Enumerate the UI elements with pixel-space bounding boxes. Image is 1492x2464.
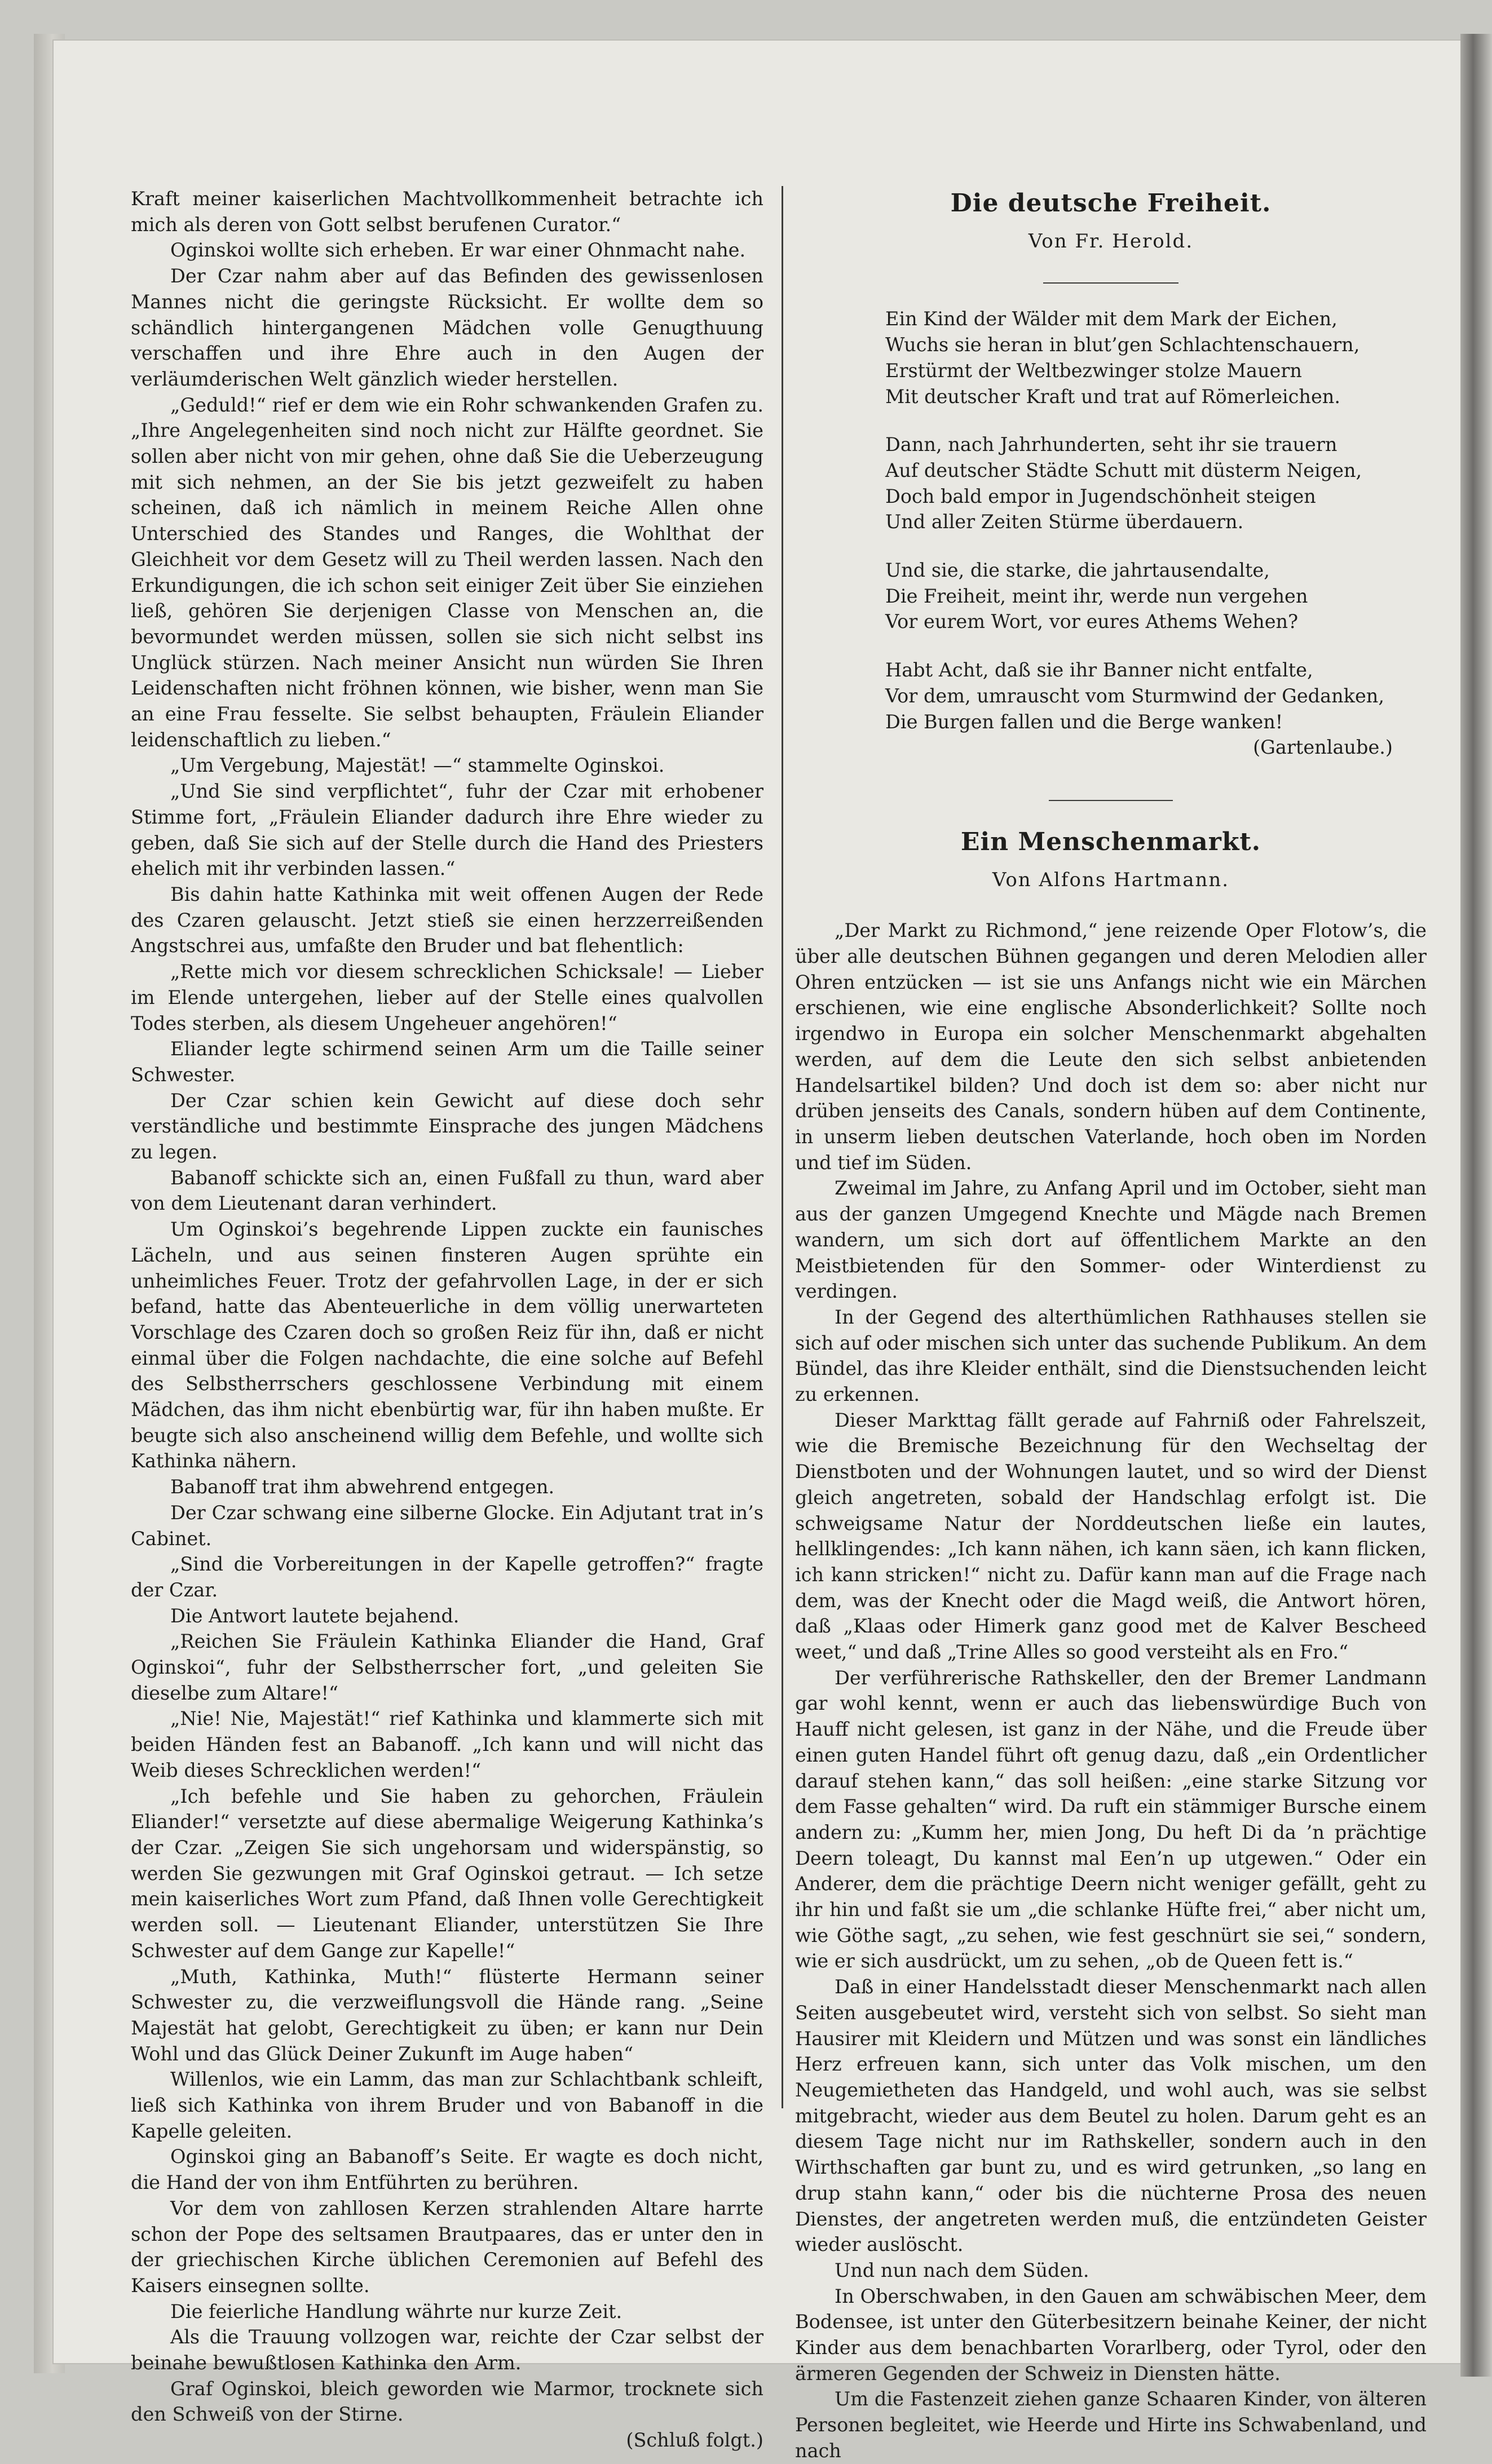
paragraph: „Rette mich vor diesem schrecklichen Schicksale! — Lieber im Elende untergehen, lieber auf der Stelle eines qualvollen Todes sterben, als diesem Ungeheuer angehören!“	[131, 961, 763, 1034]
paragraph: Bis dahin hatte Kathinka mit weit offenen Augen der Rede des Czaren gelauscht. Jetzt stieß sie einen herzzerreißenden Angstschrei aus, umfaßte den Bruder und bat flehentlich:	[131, 883, 763, 957]
paragraph: Um die Fastenzeit ziehen ganze Schaaren Kinder, von älteren Personen begleitet, wie Heerde und Hirte ins Schwabenland, und nach	[795, 2388, 1427, 2462]
page-edge	[1460, 34, 1492, 2377]
left-column	[131, 186, 763, 2453]
poem-stanza	[885, 657, 1427, 735]
continued-note: (Schluß folgt.)	[626, 2429, 763, 2452]
paragraph: „Nie! Nie, Majestät!“ rief Kathinka und klammerte sich mit beiden Händen fest an Babanoff. „Ich kann und will nicht das Weib dieses Schrecklichen werden!“	[131, 1707, 763, 1781]
right-column	[795, 186, 1427, 2464]
paragraph: „Sind die Vorbereitungen in der Kapelle getroffen?“ fragte der Czar.	[131, 1553, 763, 1601]
poem-line: Und sie, die starke, die jahrtausendalte,	[885, 559, 1270, 582]
paragraph: Eliander legte schirmend seinen Arm um die Taille seiner Schwester.	[131, 1038, 763, 1086]
paragraph: Kraft meiner kaiserlichen Machtvollkommenheit betrachte ich mich als deren von Gott selbst berufenen Curator.“	[131, 188, 763, 236]
paragraph: Oginskoi wollte sich erheben. Er war einer Ohnmacht nahe.	[170, 239, 746, 262]
paragraph: „Der Markt zu Richmond,“ jene reizende Oper Flotow’s, die über alle deutschen Bühnen gegangen und deren Melodien aller Ohren entzücken — ist sie uns Anfangs nicht wie ein Märchen erschienen, wie eine englische Absonderlichkeit? Sollte noch irgendwo in Europa ein solcher Menschenmarkt abgehalten werden, auf dem die Leute den sich selbst anbietenden Handelsartikel bilden? Und doch ist dem so: aber nicht nur drüben jenseits des Canals, sondern hüben auf dem Continente, in unserm lieben deutschen Vaterlande, hoch oben im Norden und tief im Süden.	[795, 919, 1427, 1174]
poem-line: Die Freiheit, meint ihr, werde nun vergehen	[885, 585, 1308, 607]
poem-stanza	[885, 306, 1427, 409]
poem-line: Vor dem, umrauscht vom Sturmwind der Gedanken,	[885, 684, 1385, 707]
paragraph: Die Antwort lautete bejahend.	[170, 1604, 460, 1627]
paragraph: Um Oginskoi’s begehrende Lippen zuckte ein faunisches Lächeln, und aus seinen finsteren Augen sprühte ein unheimliches Feuer. Trotz der gefahrvollen Lage, in der er sich befand, hatte das Abenteuerliche in dem völlig unerwarteten Vorschlage des Czaren doch so großen Reiz für ihn, daß er nicht einmal über die Folgen nachdachte, die eine solche auf Befehl des Selbstherrschers geschlossene Verbindung mit einem Mädchen, das ihm nicht ebenbürtig war, für ihn haben mußte. Er beugte sich also anscheinend willig dem Befehle, und wollte sich Kathinka nähern.	[131, 1218, 763, 1472]
paragraph: „Geduld!“ rief er dem wie ein Rohr schwankenden Grafen zu. „Ihre Angelegenheiten sind noch nicht zur Hälfte geordnet. Sie sollen aber nicht von mir gehen, ohne daß Sie die Ueberzeugung mit sich nehmen, an der Sie bis jetzt gezweifelt zu haben scheinen, daß ich nämlich in meinem Reiche Allen ohne Unterschied des Standes und Ranges, die Wohlthat der Gleichheit vor dem Gesetz will zu Theil werden lassen. Nach den Erkundigungen, die ich schon seit einiger Zeit über Sie einziehen ließ, gehören Sie derjenigen Classe von Menschen an, die bevormundet werden müssen, sollen sie sich nicht selbst ins Unglück stürzen. Nach meiner Ansicht nun würden Sie Ihren Leidenschaften nicht fröhnen können, wie bisher, wenn man Sie an eine Frau fesselte. Sie selbst behaupten, Fräulein Eliander leidenschaftlich zu lieben.“	[131, 393, 763, 751]
poem-title: Die deutsche Freiheit.	[950, 189, 1272, 218]
paragraph: Der Czar nahm aber auf das Befinden des gewissenlosen Mannes nicht die geringste Rücksicht. Er wollte dem so schändlich hintergangenen Mädchen volle Genugthuung verschaffen und ihre Ehre auch in den Augen der verläumderischen Welt gänzlich wieder herstellen.	[131, 265, 763, 390]
poem-line: Doch bald empor in Jugendschönheit steigen	[885, 485, 1316, 507]
paragraph: Daß in einer Handelsstadt dieser Menschenmarkt nach allen Seiten ausgebeutet wird, versteht sich von selbst. So sieht man Hausirer mit Kleidern und Mützen und was sonst ein ländliches Herz erfreuen kann, sich unter das Volk mischen, um den Neugemietheten das Handgeld, und wohl auch, was sie selbst mitgebracht, wieder aus dem Beutel zu holen. Darum geht es an diesem Tage nicht nur im Rathskeller, sondern auch in den Wirthschaften gar bunt zu, und es wird getrunken, „so lang en drup stahn kann,“ oder bis die nüchterne Prosa des neuen Dienstes, der angetreten werden muß, die entzündeten Geister wieder auslöscht.	[795, 1976, 1427, 2256]
poem-source: (Gartenlaube.)	[1253, 736, 1393, 759]
poem-stanza	[885, 432, 1427, 535]
paragraph: Vor dem von zahllosen Kerzen strahlenden Altare harrte schon der Pope des seltsamen Brautpaares, das er unter den in der griechischen Kirche üblichen Ceremonien auf Befehl des Kaisers einsegnen sollte.	[131, 2197, 763, 2297]
poem-line: Auf deutscher Städte Schutt mit düsterm Neigen,	[885, 459, 1362, 481]
paragraph: Graf Oginskoi, bleich geworden wie Marmor, trocknete sich den Schweiß von der Stirne.	[131, 2377, 763, 2426]
poem-author: Von Fr. Herold.	[1028, 229, 1194, 253]
paragraph: „Und Sie sind verpflichtet“, fuhr der Czar mit erhobener Stimme fort, „Fräulein Eliander dadurch ihre Ehre wieder zu geben, daß Sie sich auf der Stelle durch die Hand des Priesters ehelich mit ihr verbinden lassen.“	[131, 780, 763, 880]
paragraph: In Oberschwaben, in den Gauen am schwäbischen Meer, dem Bodensee, ist unter den Güterbesitzern beinahe Keiner, der nicht Kinder aus dem benachbarten Vorarlberg, oder Tyrol, oder den ärmeren Gegenden der Schweiz in Diensten hätte.	[795, 2285, 1427, 2385]
poem-stanza	[885, 558, 1427, 635]
poem-line: Und aller Zeiten Stürme überdauern.	[885, 511, 1244, 533]
paragraph: Und nun nach dem Süden.	[835, 2259, 1089, 2281]
paragraph: „Um Vergebung, Majestät! —“ stammelte Oginskoi.	[170, 754, 665, 777]
paragraph: Der verführerische Rathskeller, den der Bremer Landmann gar wohl kennt, wenn er auch das liebenswürdige Buch von Hauff nicht gelesen, ist ganz in der Nähe, und die Freude über einen guten Handel führt oft genug dazu, daß „ein Ordentlicher darauf stehen kann,“ das soll heißen: „eine starke Sitzung vor dem Fasse gehalten“ wird. Da ruft ein stämmiger Bursche einem andern zu: „Kumm her, mien Jong, Du heft Di da ’n prächtige Deern toleagt, Du kannst mal Een’n up utgewen.“ Oder ein Anderer, dem die prächtige Deern nicht weniger gefällt, geht zu ihr hin und faßt sie um „die schlanke Hüfte frei,“ aber nicht um, wie Göthe sagt, „zu sehen, wie fest geschnürt sie sei,“ sondern, wie er sich ausdrückt, um zu sehen, „ob de Queen fett is.“	[795, 1666, 1427, 1972]
poem-line: Erstürmt der Weltbezwinger stolze Mauern	[885, 359, 1302, 382]
ornament-rule	[1043, 282, 1178, 284]
paragraph: In der Gegend des alterthümlichen Rathhauses stellen sie sich auf oder mischen sich unter das suchende Publikum. An dem Bündel, das ihre Kleider enthält, sind die Dienstsuchenden leicht zu erkennen.	[795, 1306, 1427, 1406]
paragraph: Der Czar schien kein Gewicht auf diese doch sehr verständliche und bestimmte Einsprache des jungen Mädchens zu legen.	[131, 1089, 763, 1164]
poem-line: Wuchs sie heran in blut’gen Schlachtenschauern,	[885, 334, 1360, 356]
section-rule	[1049, 800, 1173, 801]
article-author: Von Alfons Hartmann.	[992, 868, 1230, 891]
paragraph: Babanoff schickte sich an, einen Fußfall zu thun, ward aber von dem Lieutenant daran verhindert.	[131, 1166, 763, 1215]
paragraph: Als die Trauung vollzogen war, reichte der Czar selbst der beinahe bewußtlosen Kathinka den Arm.	[131, 2326, 763, 2374]
paragraph: „Muth, Kathinka, Muth!“ flüsterte Hermann seiner Schwester zu, die verzweiflungsvoll die Hände rang. „Seine Majestät hat gelobt, Gerechtigkeit zu üben; er kann nur Dein Wohl und das Glück Deiner Zukunft im Auge haben“	[131, 1965, 763, 2065]
column-divider	[782, 186, 783, 2108]
poem-line: Ein Kind der Wälder mit dem Mark der Eichen,	[885, 308, 1337, 330]
paragraph: Oginskoi ging an Babanoff’s Seite. Er wagte es doch nicht, die Hand der von ihm Entführten zu berühren.	[131, 2146, 763, 2194]
poem-line: Mit deutscher Kraft und trat auf Römerleichen.	[885, 385, 1341, 408]
paragraph: „Reichen Sie Fräulein Kathinka Eliander die Hand, Graf Oginskoi“, fuhr der Selbstherrscher fort, „und geleiten Sie dieselbe zum Altare!“	[131, 1630, 763, 1704]
paragraph: Der Czar schwang eine silberne Glocke. Ein Adjutant trat in’s Cabinet.	[131, 1501, 763, 1550]
poem-line: Vor eurem Wort, vor eures Athems Wehen?	[885, 611, 1299, 633]
paragraph: „Ich befehle und Sie haben zu gehorchen, Fräulein Eliander!“ versetzte auf diese abermalige Weigerung Kathinka’s der Czar. „Zeigen Sie sich ungehorsam und widerspänstig, so werden Sie gezwungen mit Graf Oginskoi getraut. — Ich setze mein kaiserliches Wort zum Pfand, daß Ihnen volle Gerechtigkeit werden soll. — Lieutenant Eliander, unterstützen Sie Ihre Schwester auf dem Gange zur Kapelle!“	[131, 1785, 763, 1962]
article-title: Ein Menschenmarkt.	[960, 827, 1261, 856]
paragraph: Dieser Markttag fällt gerade auf Fahrniß oder Fahrelszeit, wie die Bremische Bezeichnung für den Wechseltag der Dienstboten und der Wohnungen lautet, und so wird der Dienst gleich angetreten, sobald der Handschlag erfolgt ist. Die schweigsame Natur der Norddeutschen ließe ein lautes, hellklingendes: „Ich kann nähen, ich kann säen, ich kann flicken, ich kann stricken!“ nicht zu. Dafür kann man auf die Frage nach dem, was der Knecht oder die Magd weiß, die Antwort hören, daß „Klaas oder Himerk ganz good met de Kalver Bescheed weet,“ und daß „Trine Alles so good versteiht als en Fro.“	[795, 1409, 1427, 1664]
poem-line: Die Burgen fallen und die Berge wanken!	[885, 710, 1283, 733]
paragraph: Zweimal im Jahre, zu Anfang April und im October, sieht man aus der ganzen Umgegend Knechte und Mägde nach Bremen wandern, um sich dort auf öffentlichem Markte an den Meistbietenden für den Sommer- oder Winterdienst zu verdingen.	[795, 1177, 1427, 1303]
paragraph: Die feierliche Handlung währte nur kurze Zeit.	[170, 2300, 623, 2323]
paragraph: Willenlos, wie ein Lamm, das man zur Schlachtbank schleift, ließ sich Kathinka von ihrem Bruder und von Babanoff in die Kapelle geleiten.	[131, 2068, 763, 2142]
paragraph: Babanoff trat ihm abwehrend entgegen.	[170, 1476, 555, 1498]
poem-line: Dann, nach Jahrhunderten, seht ihr sie trauern	[885, 433, 1337, 456]
poem-line: Habt Acht, daß sie ihr Banner nicht entfalte,	[885, 659, 1313, 682]
